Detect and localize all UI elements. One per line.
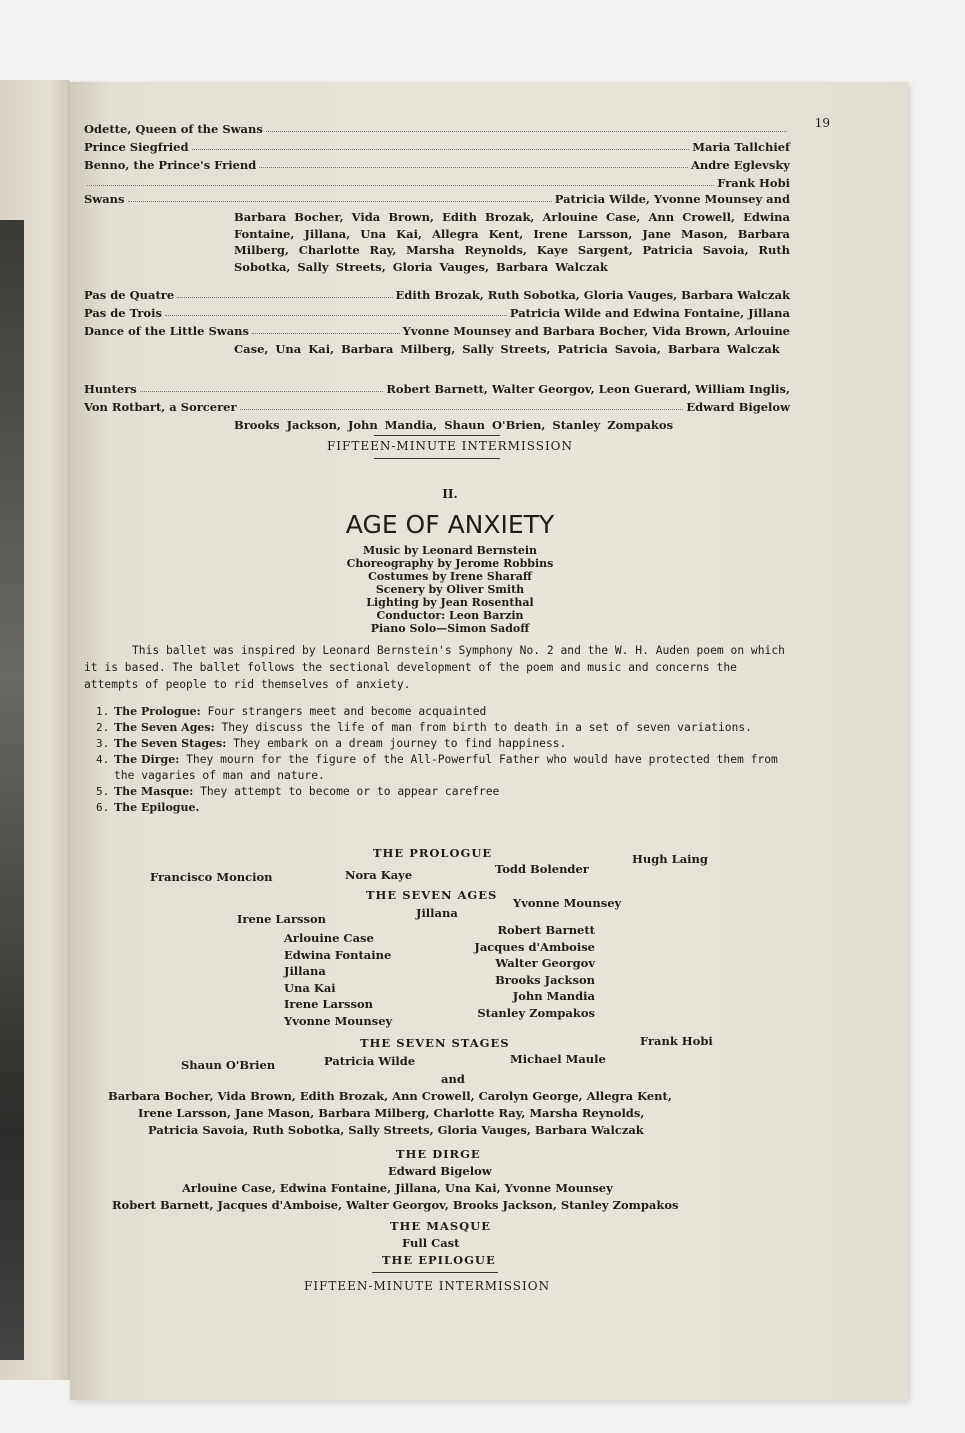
leader-dots (165, 306, 507, 316)
cast-row (84, 122, 790, 136)
credit-line: Music by Leonard Bernstein (362, 544, 538, 557)
cast-row (84, 288, 790, 302)
dancer: Yvonne Mounsey (284, 1013, 393, 1028)
little-swans-dancers: Case, Una Kai, Barbara Milberg, Sally Streets, Patricia Savoia, Barbara Walczak (234, 342, 780, 356)
dancer: Stanley Zompakos (477, 1005, 595, 1020)
section-item (84, 800, 790, 816)
item-number: 3. (96, 737, 110, 750)
dancer: Robert Barnett, Walter Georgov, Leon Guerard, William Inglis, (386, 382, 790, 396)
item-number: 2. (96, 721, 110, 734)
item-name: The Seven Ages: (114, 721, 215, 734)
ensemble-line: Irene Larsson, Jane Mason, Barbara Milberg, Charlotte Ray, Marsha Reynolds, (138, 1106, 645, 1120)
dancer: Francisco Moncion (150, 870, 273, 884)
cast-row (84, 140, 790, 154)
leader-dots (252, 324, 400, 334)
dancer: Yvonne Mounsey (513, 896, 622, 910)
section-number: II. (442, 487, 458, 501)
item-number: 6. (96, 801, 110, 814)
dancer: Frank Hobi (717, 176, 790, 190)
role: Pas de Quatre (84, 288, 175, 302)
dancer: Frank Hobi (640, 1034, 713, 1048)
seven-ages-heading: THE SEVEN AGES (366, 888, 498, 902)
credit-line: Costumes by Irene Sharaff (368, 570, 532, 583)
item-text: They mourn for the figure of the All-Powerful Father who would have protected them from the vagaries of man and nature. (114, 753, 778, 782)
dancer: Andre Eglevsky (690, 158, 790, 172)
item-name: The Masque: (114, 785, 194, 798)
item-text: They attempt to become or to appear carefree (200, 785, 500, 798)
item-name: The Epilogue. (114, 801, 200, 814)
hunters-dancers: Brooks Jackson, John Mandia, Shaun O'Brien, Stanley Zompakos (234, 418, 674, 432)
epilogue-heading: THE EPILOGUE (382, 1253, 496, 1267)
leader-dots (266, 122, 787, 132)
divider (372, 1272, 498, 1273)
dancer: Todd Bolender (495, 862, 589, 876)
item-number: 5. (96, 785, 110, 798)
dancer: Arlouine Case (284, 931, 374, 945)
role: Pas de Trois (84, 306, 162, 320)
dancer-line: Robert Barnett, Jacques d'Amboise, Walter Georgov, Brooks Jackson, Stanley Zompakos (112, 1198, 679, 1212)
leader-dots (240, 400, 684, 410)
dancer: Patricia Wilde, Yvonne Mounsey and (554, 192, 790, 206)
role: Von Rotbart, a Sorcerer (84, 400, 237, 414)
masque-heading: THE MASQUE (390, 1219, 491, 1233)
dancer: Edwina Fontaine (284, 947, 392, 962)
role: Dance of the Little Swans (84, 324, 249, 338)
dancer: Irene Larsson (237, 912, 327, 926)
cast-row (84, 306, 790, 320)
cast-row (84, 324, 790, 338)
leader-dots (140, 382, 384, 392)
dancer: Brooks Jackson (495, 972, 595, 987)
credit-line: Conductor: Leon Barzin (376, 609, 524, 622)
dancer: Jillana (284, 964, 326, 978)
item-text: They embark on a dream journey to find happiness. (233, 737, 567, 750)
dancer: Patricia Wilde and Edwina Fontaine, Jillana (509, 306, 790, 320)
ensemble-line: Barbara Bocher, Vida Brown, Edith Brozak, Ann Crowell, Carolyn George, Allegra Kent, (108, 1089, 672, 1103)
leader-dots (87, 176, 714, 186)
previous-page-photo (0, 220, 24, 1360)
leader-dots (259, 158, 688, 168)
page-number: 19 (814, 116, 830, 130)
dancer: Edward Bigelow (388, 1164, 492, 1178)
cast-row (84, 192, 790, 206)
description: This ballet was inspired by Leonard Bernstein's Symphony No. 2 and the W. H. Auden poem on which it is based. The ballet follows the sectional development of the poem and music and concerns the attempts of people to rid themselves of anxiety. (84, 644, 785, 691)
item-name: The Prologue: (114, 705, 201, 718)
dancer: Patricia Wilde (324, 1054, 416, 1068)
dancer: Hugh Laing (632, 852, 708, 866)
swans-dancers: Barbara Bocher, Vida Brown, Edith Brozak, Arlouine Case, Ann Crowell, Edwina Fontaine, Jillana, Una Kai, Allegra Kent, Irene Larsson, Jane Mason, Barbara Milberg, Charlotte Ray, Marsha Reynolds, Kaye Sargent, Patricia Savoia, Ruth Sobotka, Sally Streets, Gloria Vauges, Barbara Walczak (234, 210, 790, 274)
masque-cast: Full Cast (402, 1236, 460, 1250)
cast-row (84, 400, 790, 414)
item-number: 1. (96, 705, 110, 718)
seven-stages-heading: THE SEVEN STAGES (360, 1036, 510, 1050)
item-name: The Dirge: (114, 753, 180, 766)
cast-row (84, 158, 790, 172)
dancer: Shaun O'Brien (181, 1058, 276, 1072)
item-name: The Seven Stages: (114, 737, 227, 750)
dancer: Jacques d'Amboise (474, 939, 595, 954)
cast-row (84, 382, 790, 396)
credit-line: Choreography by Jerome Robbins (346, 557, 554, 570)
dancer: Una Kai (284, 980, 336, 995)
credit-line: Scenery by Oliver Smith (375, 583, 525, 596)
role: Prince Siegfried (84, 140, 189, 154)
previous-page (0, 80, 70, 1380)
dancer: John Mandia (512, 989, 595, 1003)
section-item (84, 720, 790, 736)
intermission-note: FIFTEEN-MINUTE INTERMISSION (304, 1279, 551, 1293)
role: Benno, the Prince's Friend (84, 158, 257, 172)
credit-line: Piano Solo—Simon Sadoff (370, 622, 530, 635)
dancer: Yvonne Mounsey and Barbara Bocher, Vida Brown, Arlouine (402, 324, 790, 338)
role: Hunters (84, 382, 137, 396)
and-label: and (441, 1072, 465, 1086)
dirge-heading: THE DIRGE (396, 1147, 481, 1161)
credit-line: Lighting by Jean Rosenthal (366, 596, 534, 609)
ballet-title: AGE OF ANXIETY (345, 510, 555, 539)
cast-row (84, 176, 790, 190)
section-item (84, 736, 790, 752)
section-item (84, 704, 790, 720)
ensemble-line: Patricia Savoia, Ruth Sobotka, Sally Streets, Gloria Vauges, Barbara Walczak (148, 1123, 644, 1137)
prologue-heading: THE PROLOGUE (373, 846, 493, 860)
dancer: Irene Larsson (284, 997, 374, 1011)
role: Swans (84, 192, 125, 206)
program-page (70, 82, 908, 1400)
intermission-note: FIFTEEN-MINUTE INTERMISSION (326, 439, 574, 453)
dancer: Walter Georgov (495, 956, 595, 970)
credits (70, 544, 830, 635)
leader-dots (128, 192, 552, 202)
dancer-line: Arlouine Case, Edwina Fontaine, Jillana, Una Kai, Yvonne Mounsey (182, 1181, 613, 1195)
leader-dots (177, 288, 392, 298)
role: Odette, Queen of the Swans (84, 122, 263, 136)
dancer: Maria Tallchief (692, 140, 790, 154)
dancer: Robert Barnett (497, 923, 595, 937)
item-text: Four strangers meet and become acquainted (207, 705, 487, 718)
item-number: 4. (96, 753, 110, 766)
section-item (84, 784, 790, 800)
divider (374, 435, 500, 436)
leader-dots (192, 140, 690, 150)
seven-ages-right-column (455, 922, 595, 1021)
dancer: Edward Bigelow (686, 400, 790, 414)
item-text: They discuss the life of man from birth to death in a set of seven variations. (221, 721, 752, 734)
dancer: Edith Brozak, Ruth Sobotka, Gloria Vauges, Barbara Walczak (395, 288, 790, 302)
dancer: Jillana (416, 906, 458, 920)
section-item (84, 752, 790, 784)
seven-ages-left-column (284, 930, 392, 1029)
dancer: Nora Kaye (345, 868, 413, 882)
section-list (84, 704, 790, 816)
divider (374, 458, 500, 459)
dancer: Michael Maule (510, 1052, 606, 1066)
